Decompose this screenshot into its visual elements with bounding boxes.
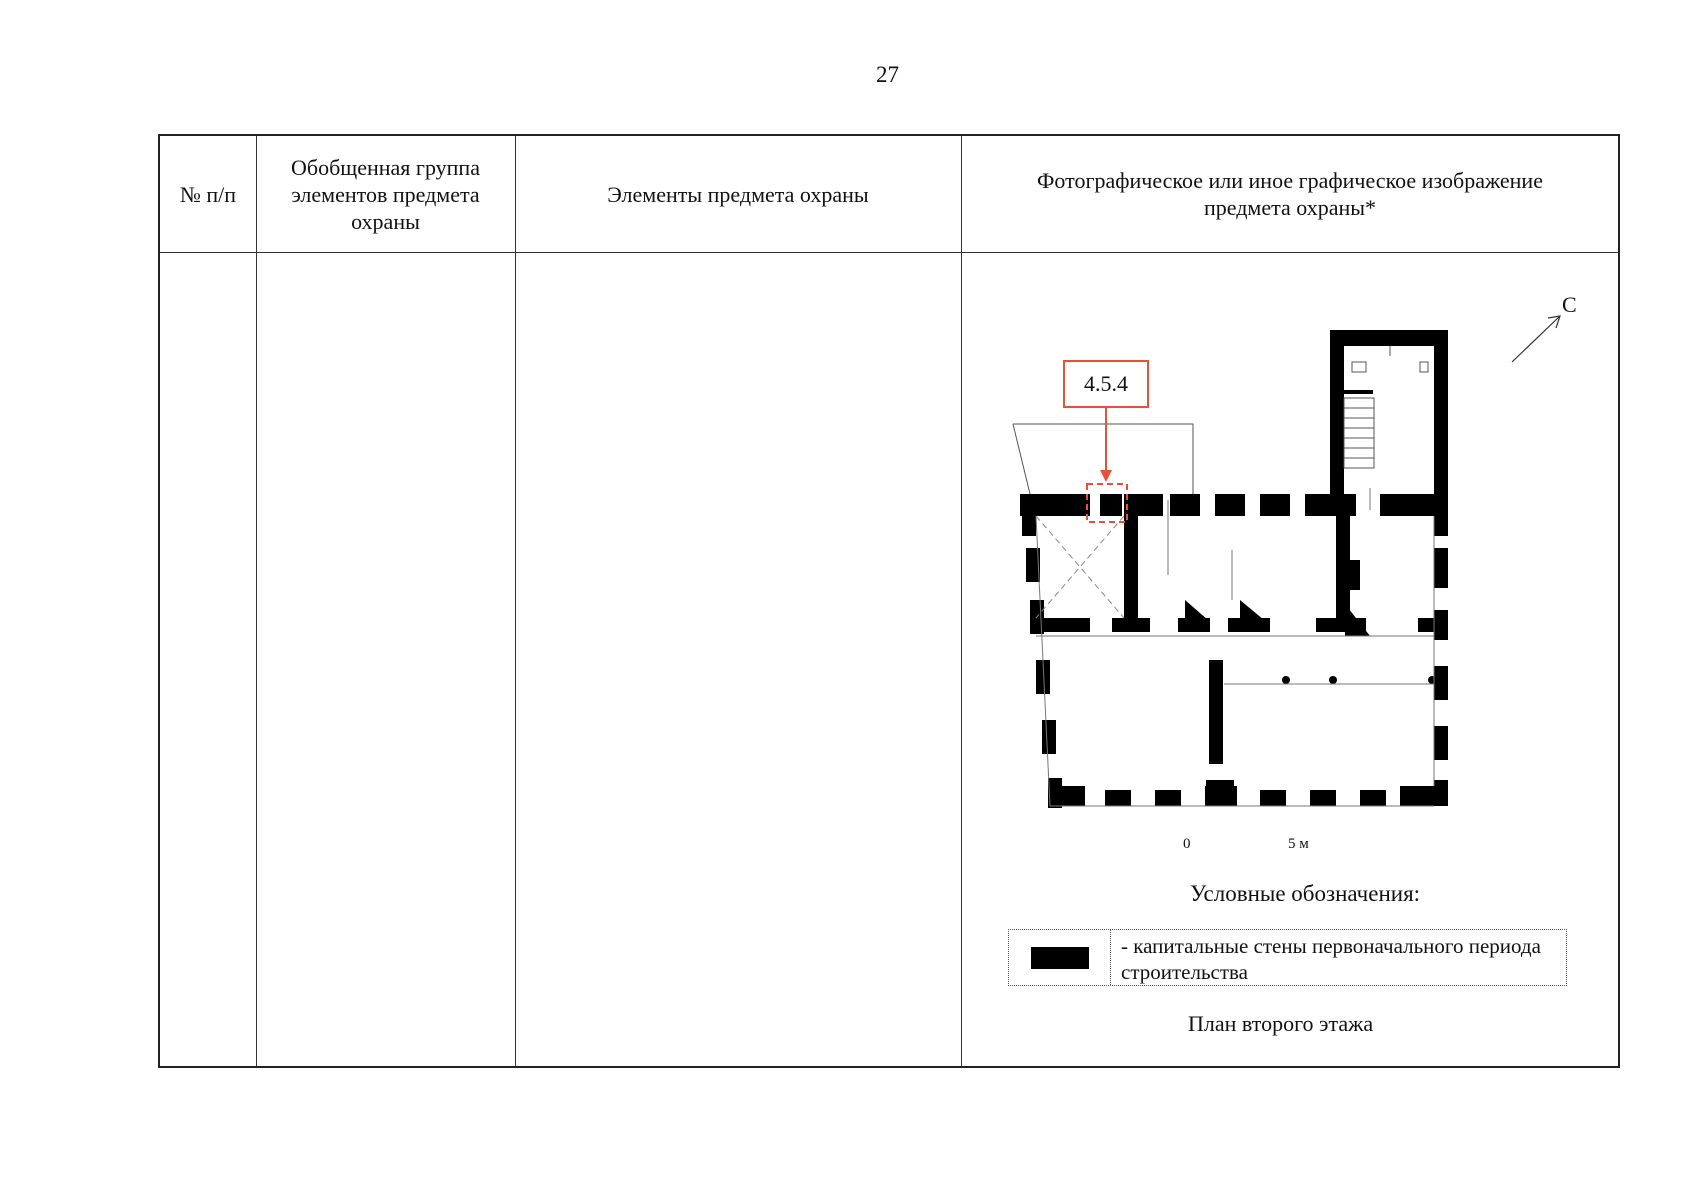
header-num: № п/п	[179, 181, 237, 207]
scale-label-zero: 0	[1183, 836, 1191, 852]
header-elements: Элементы предмета охраны	[607, 181, 869, 207]
column-divider	[515, 136, 516, 1066]
legend-swatch-cell	[1009, 930, 1111, 985]
header-image: Фотографическое или иное графическое изображение предмета охраны*	[1037, 168, 1543, 220]
element-callout-label: 4.5.4	[1063, 360, 1149, 408]
page-number: 27	[876, 62, 899, 87]
wall-swatch-icon	[1031, 947, 1089, 969]
north-label: С	[1562, 292, 1577, 317]
column-divider	[961, 136, 962, 1066]
legend-entry-text: - капитальные стены первоначального периода строительства	[1121, 934, 1541, 984]
scale-label-five: 5 м	[1288, 836, 1309, 852]
header-divider	[160, 252, 1618, 253]
legend-box	[1008, 929, 1567, 986]
north-arrow-icon	[1512, 316, 1560, 362]
column-divider	[256, 136, 257, 1066]
plan-caption: План второго этажа	[1188, 1011, 1374, 1036]
header-group: Обобщенная группа элементов предмета охраны	[291, 154, 480, 234]
legend-title: Условные обозначения:	[1190, 881, 1421, 906]
